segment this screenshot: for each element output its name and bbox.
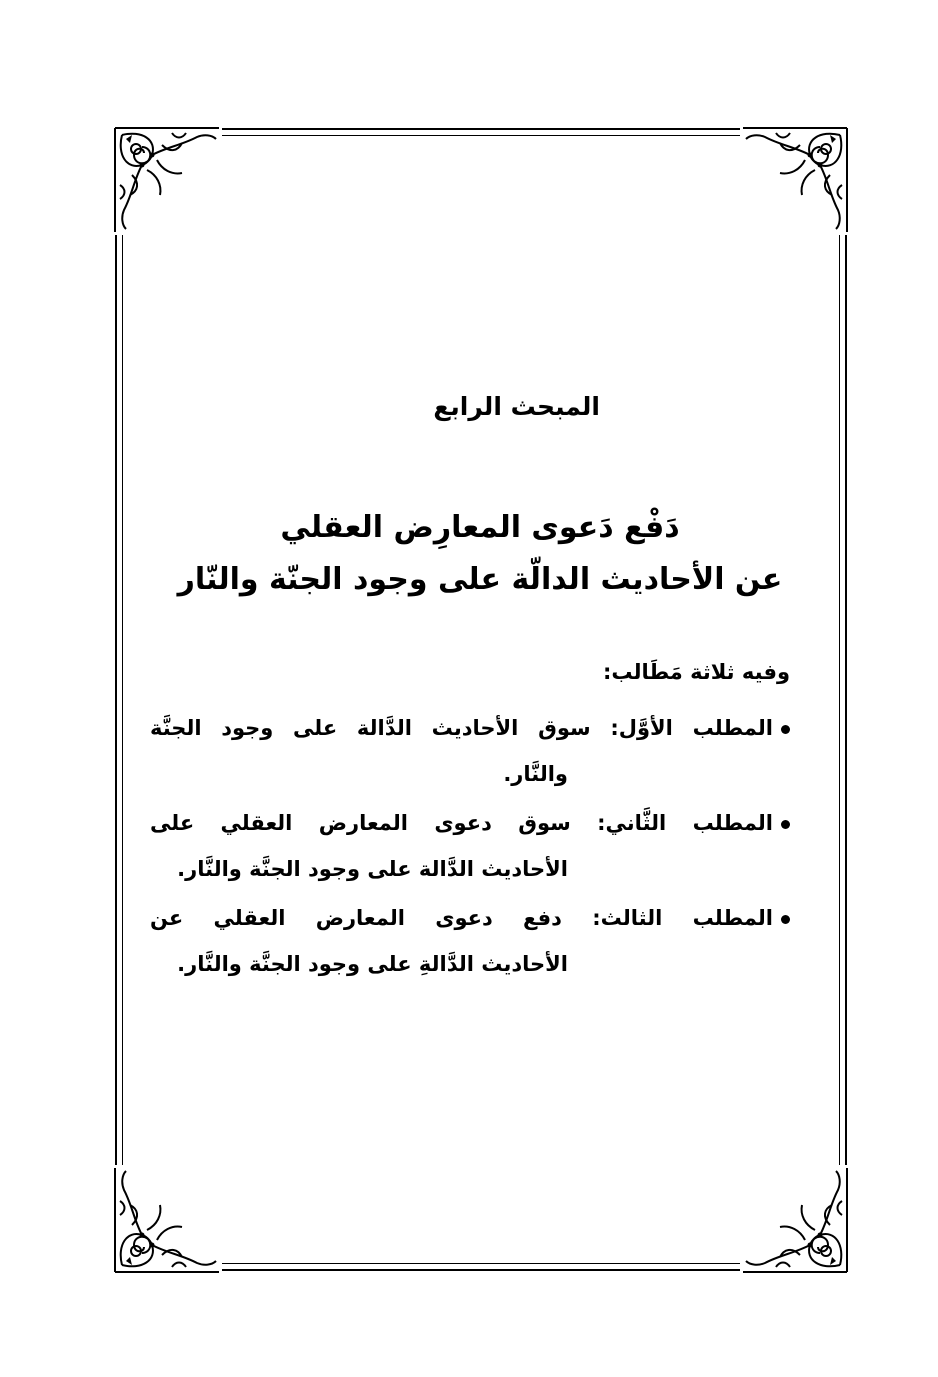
list-item-first-line bbox=[150, 705, 790, 751]
bullet-icon bbox=[781, 820, 790, 829]
list-item-continuation: والنَّار. bbox=[503, 762, 568, 786]
ornament-corner-bottom-right bbox=[740, 1165, 850, 1275]
page-border-inner bbox=[122, 135, 840, 1264]
section-title: المبحث الرابع bbox=[433, 392, 600, 421]
bullet-icon bbox=[781, 725, 790, 734]
intro-text: وفيه ثلاثة مَطَالب: bbox=[602, 660, 790, 684]
chapter-heading-line-1: دَفْع دَعوى المعارِض العقلي bbox=[280, 510, 680, 545]
ornament-icon bbox=[112, 1165, 222, 1275]
list-item-label: المطلب الثَّاني: bbox=[597, 811, 773, 835]
list-item-first-line bbox=[150, 800, 790, 846]
ornament-icon bbox=[740, 1165, 850, 1275]
list-item-continuation: الأحاديث الدَّالة على وجود الجنَّة والنَّار. bbox=[177, 857, 568, 881]
list-item-first-line bbox=[150, 895, 790, 941]
bullet-icon bbox=[781, 915, 790, 924]
list-item bbox=[150, 705, 790, 797]
chapter-heading-line-2: عن الأحاديث الدالّة على وجود الجنّة والنّار bbox=[177, 562, 783, 597]
list-item-label: المطلب الأوَّل: bbox=[610, 716, 773, 740]
list-item bbox=[150, 895, 790, 987]
list-item-continuation: الأحاديث الدَّالةِ على وجود الجنَّة والنَّار. bbox=[177, 952, 568, 976]
ornament-corner-bottom-left bbox=[112, 1165, 222, 1275]
ornament-icon bbox=[112, 125, 222, 235]
list-item-label: المطلب الثالث: bbox=[592, 906, 773, 930]
list-item-text: دفع دعوى المعارض العقلي عن bbox=[150, 906, 562, 930]
ornament-corner-top-right bbox=[740, 125, 850, 235]
ornament-icon bbox=[740, 125, 850, 235]
list-item-text: سوق دعوى المعارض العقلي على bbox=[150, 811, 571, 835]
list-item-text: سوق الأحاديث الدَّالة على وجود الجنَّة bbox=[150, 716, 591, 740]
list-item bbox=[150, 800, 790, 892]
ornament-corner-top-left bbox=[112, 125, 222, 235]
